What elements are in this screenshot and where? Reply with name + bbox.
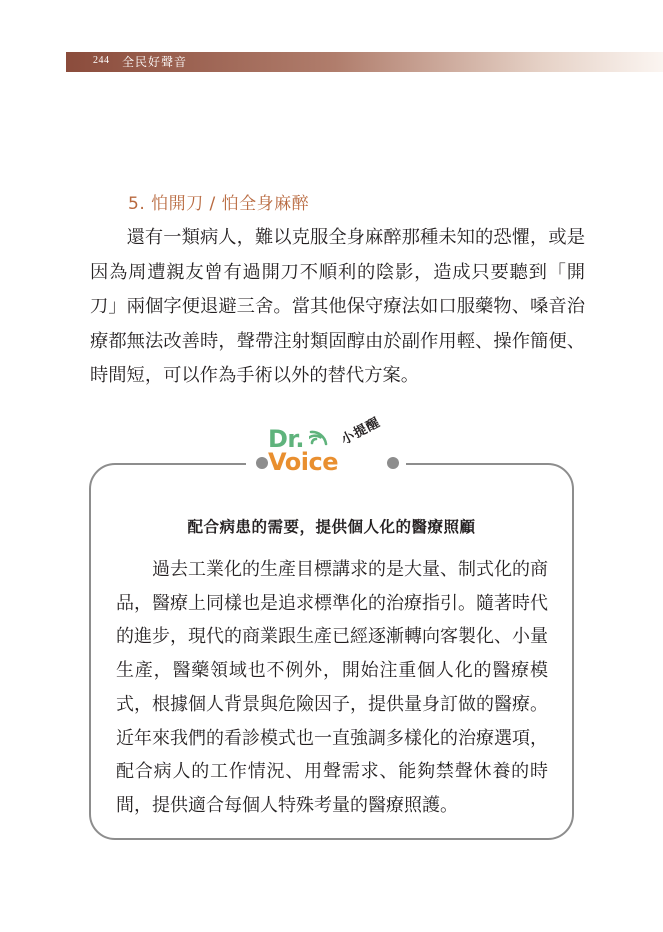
logo-dr-text: Dr. [268,425,304,453]
logo-tip-text: 小提醒 [338,415,384,448]
page-number: 244 [93,55,110,66]
badge-dot-right [387,457,399,469]
tip-body [116,553,548,823]
body-text [90,221,585,394]
tip-title: 配合病患的需要，提供個人化的醫療照顧 [187,518,476,536]
section-heading: 5. 怕開刀 / 怕全身麻醉 [128,194,310,214]
logo-voice-text: Voice [268,448,338,476]
tip-paragraph: 過去工業化的生產目標講求的是大量、制式化的商品，醫療上同樣也是追求標準化的治療指引。隨著時代的進步，現代的商業跟生產已經逐漸轉向客製化、小量生產，醫藥領域也不例外，開始注重個人化的醫療模式，根據個人背景與危險因子，提供量身訂做的醫療。近年來我們的看診模式也一直強調多樣化的治療選項，配合病人的工作情況、用聲需求、能夠禁聲休養的時間，提供適合每個人特殊考量的醫療照護。 [116,559,548,816]
book-title: 全民好聲音 [122,55,188,69]
badge-dot-left [256,457,268,469]
body-paragraph: 還有一類病人，難以克服全身麻醉那種未知的恐懼，或是因為周遭親友曾有過開刀不順利的陰影，造成只要聽到「開刀」兩個字便退避三舍。當其他保守療法如口服藥物、嗓音治療都無法改善時，聲帶注射類固醇由於副作用輕、操作簡便、時間短，可以作為手術以外的替代方案。 [90,227,585,386]
sound-waves-icon [309,429,331,447]
